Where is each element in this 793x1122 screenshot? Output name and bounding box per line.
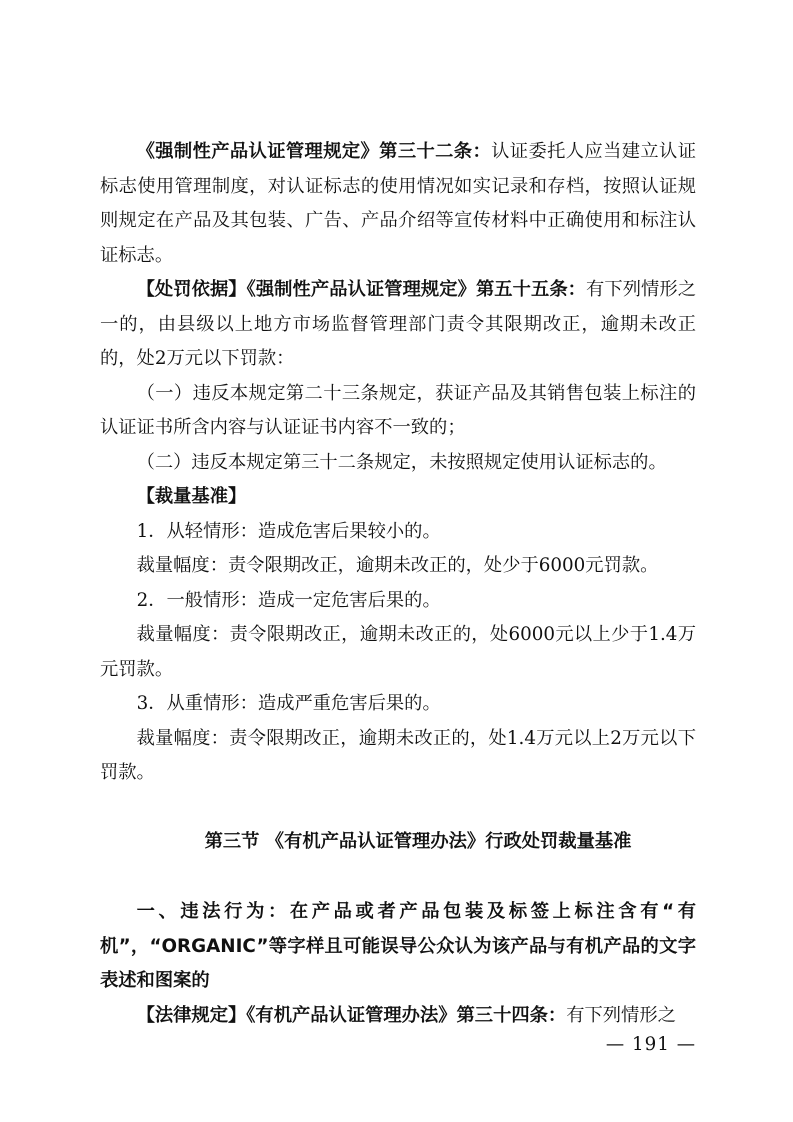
severe-range: 裁量幅度：责令限期改正，逾期未改正的，处1.4万元以上2万元以下罚款。: [100, 727, 696, 783]
law-provision-lead: 【法律规定】《有机产品认证管理办法》第三十四条：: [136, 1004, 567, 1026]
article-32-text: 认证委托人应当建立认证标志使用管理制度，对认证标志的使用情况如实记录和存档，按照认证规则规定在产品及其包装、广告、产品介绍等宣传材料中正确使用和标注认证标志。: [100, 141, 697, 266]
document-body: [100, 135, 696, 1033]
law-provision-text: 有下列情形之: [566, 1004, 676, 1026]
lenient-case: 1．从轻情形：造成危害后果较小的。: [136, 520, 441, 542]
general-case: 2．一般情形：造成一定危害后果的。: [136, 589, 441, 611]
article-32-lead: 《强制性产品认证管理规定》第三十二条：: [136, 141, 492, 162]
general-range: 裁量幅度：责令限期改正，逾期未改正的，处6000元以上少于1.4万元罚款。: [100, 624, 696, 680]
paragraph-item-2: （二）违反本规定第三十二条规定，未按照规定使用认证标志的。: [136, 451, 667, 473]
paragraph-item-1: （一）违反本规定第二十三条规定，获证产品及其销售包装上标注的认证证书所含内容与认证证书内容不一致的；: [100, 382, 696, 438]
penalty-basis-text: 有下列情形之一的，由县级以上地方市场监督管理部门责令其限期改正，逾期未改正的，处2万元以下罚款：: [100, 279, 697, 369]
paragraph-penalty-basis: [100, 273, 696, 377]
paragraph-article-32: [100, 135, 696, 273]
violation-heading: 一、违法行为：在产品或者产品包装及标签上标注含有“有机”，“ORGANIC”等字样且可能误导公众认为该产品与有机产品的文字表述和图案的: [100, 901, 696, 991]
severe-case: 3．从重情形：造成严重危害后果的。: [136, 693, 441, 714]
penalty-basis-lead: 【处罚依据】《强制性产品认证管理规定》第五十五条：: [136, 279, 587, 300]
discretion-standard-heading: 【裁量基准】: [136, 486, 247, 507]
page-number: — 191 —: [605, 1034, 696, 1055]
section-title: 第三节 《有机产品认证管理办法》行政处罚裁量基准: [204, 830, 632, 852]
paragraph-law-provision: [100, 999, 696, 1034]
lenient-range: 裁量幅度：责令限期改正，逾期未改正的，处少于6000元罚款。: [136, 555, 659, 576]
